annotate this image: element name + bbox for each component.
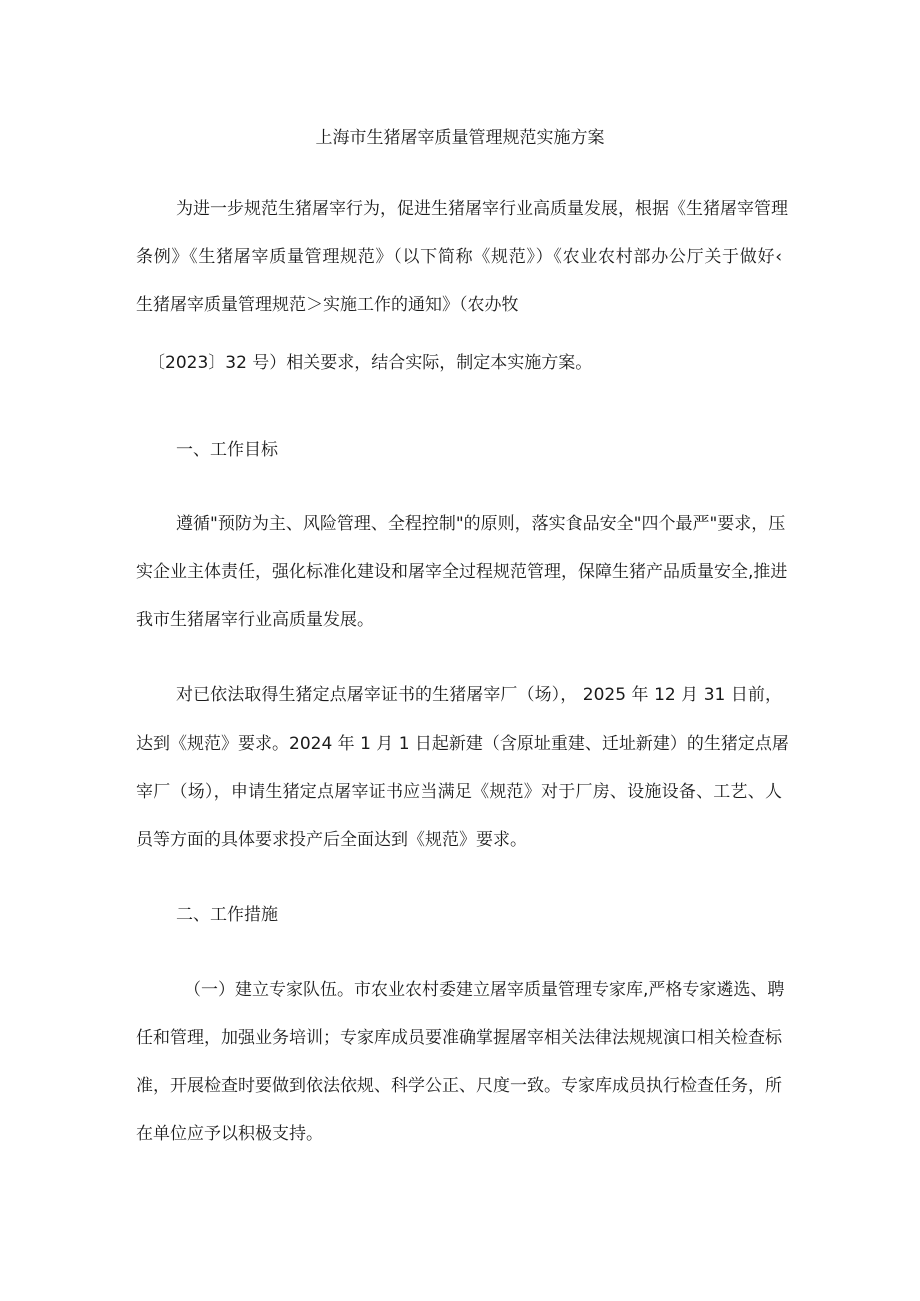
intro-line-1: 为进一步规范生猪屠宰行为，促进生猪屠宰行业高质量发展，根据《生猪屠宰管理 [176,199,788,219]
s1-p1-line-3: 我市生猪屠宰行业高质量发展。 [136,610,374,630]
section-1-heading: 一、工作目标 [176,440,278,460]
s2-p1-line-4: 在单位应予以积极支持。 [136,1124,323,1144]
section-2-heading: 二、工作措施 [176,905,278,925]
intro-line-3: 生猪屠宰质量管理规范＞实施工作的通知》（农办牧 [136,295,519,315]
s1-p2-line-1: 对已依法取得生猪定点屠宰证书的生猪屠宰厂（场）， 2025 年 12 月 31 日前， [176,685,782,705]
s1-p2-line-2: 达到《规范》要求。2024 年 1 月 1 日起新建（含原址重建、迁址新建）的生猪定点屠 [136,734,789,754]
s1-p2-line-4: 员等方面的具体要求投产后全面达到《规范》要求。 [136,830,527,850]
s2-p1-line-1: （一）建立专家队伍。市农业农村委建立屠宰质量管理专家库,严格专家遴选、聘 [184,980,785,1000]
s1-p2-line-3: 宰厂（场），申请生猪定点屠宰证书应当满足《规范》对于厂房、设施设备、工艺、人 [136,782,782,802]
document-title: 上海市生猪屠宰质量管理规范实施方案 [315,128,605,148]
s1-p1-line-2: 实企业主体责任，强化标准化建设和屠宰全过程规范管理，保障生猪产品质量安全,推进 [136,562,788,582]
s2-p1-line-3: 准，开展检查时要做到依法依规、科学公正、尺度一致。专家库成员执行检查任务，所 [136,1076,782,1096]
intro-line-4: 〔2023〕32 号）相关要求，结合实际，制定本实施方案。 [148,353,593,373]
s2-p1-line-2: 任和管理，加强业务培训；专家库成员要准确掌握屠宰相关法律法规规演口相关检查标 [136,1028,782,1048]
intro-line-2: 条例》《生猪屠宰质量管理规范》（以下简称《规范》）《农业农村部办公厅关于做好‹ [136,247,782,267]
s1-p1-line-1: 遵循"预防为主、风险管理、全程控制"的原则，落实食品安全"四个最严"要求，压 [176,514,786,534]
